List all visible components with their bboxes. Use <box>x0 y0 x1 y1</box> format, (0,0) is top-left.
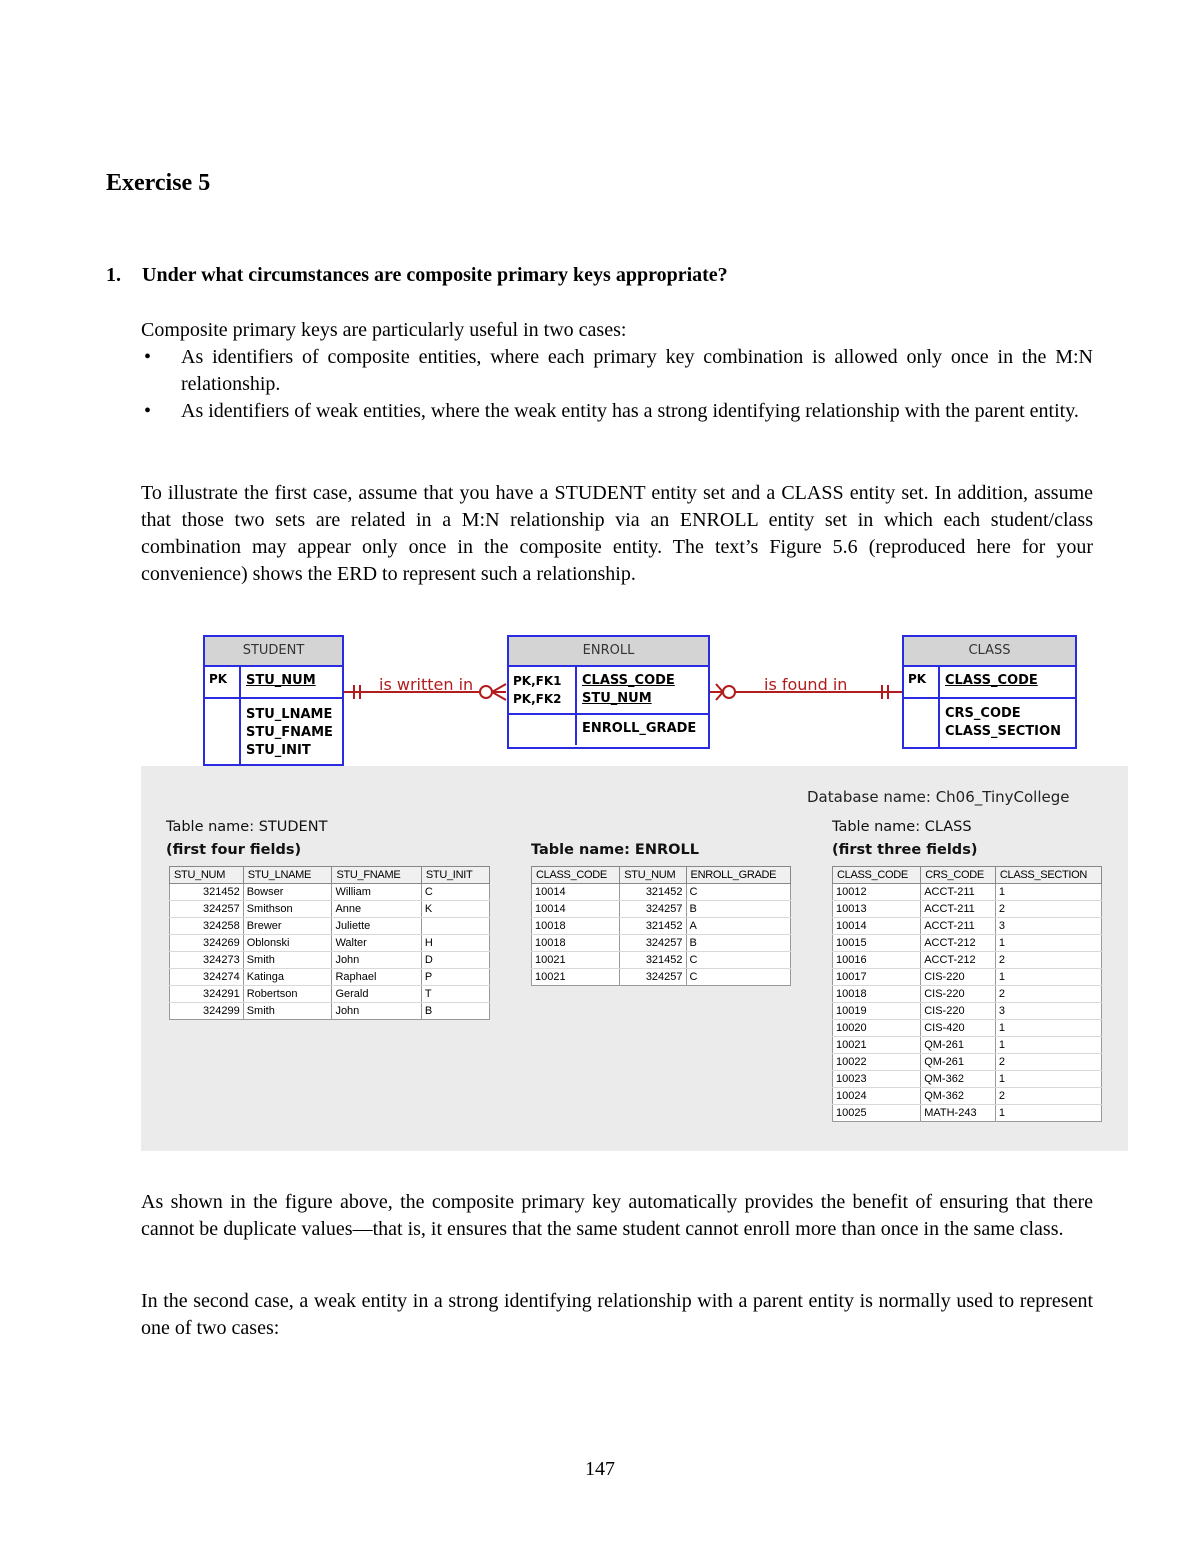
table-cell: 10017 <box>833 969 921 986</box>
table-cell: 10024 <box>833 1088 921 1105</box>
attribute: ENROLL_GRADE <box>582 721 697 736</box>
zero-mark-icon <box>480 686 492 698</box>
table-cell: Smithson <box>243 901 332 918</box>
table-cell: 10014 <box>532 884 620 901</box>
table-row <box>170 884 490 901</box>
table-cell: ACCT-212 <box>921 935 996 952</box>
entity-class <box>902 635 1077 749</box>
table-row <box>833 884 1102 901</box>
key-attribute: CLASS_CODE <box>945 673 1038 688</box>
table-row <box>833 1105 1102 1122</box>
crowfoot-icon <box>492 684 506 692</box>
table-cell: 10019 <box>833 1003 921 1020</box>
table-cell: 2 <box>995 901 1101 918</box>
zero-mark-icon <box>723 686 735 698</box>
entity-key-row <box>904 667 1075 699</box>
table-header-row <box>170 867 490 884</box>
pk-spacer <box>509 715 577 745</box>
table-cell: Katinga <box>243 969 332 986</box>
table-cell: 10013 <box>833 901 921 918</box>
table-cell: C <box>686 952 790 969</box>
table-cell: 1 <box>995 1105 1101 1122</box>
table-cell: 10018 <box>833 986 921 1003</box>
entity-key-cols <box>940 667 1075 697</box>
table-cell: 1 <box>995 1071 1101 1088</box>
table-cell: 2 <box>995 1088 1101 1105</box>
entity-title: ENROLL <box>509 637 708 667</box>
question-number: 1. <box>106 264 121 286</box>
key-attribute: CLASS_CODE <box>582 673 675 688</box>
table-row <box>170 1003 490 1020</box>
column-header: CLASS_CODE <box>833 867 921 884</box>
table-row <box>532 884 791 901</box>
table-cell: 10021 <box>833 1037 921 1054</box>
column-header: STU_LNAME <box>243 867 332 884</box>
table-row <box>170 969 490 986</box>
table-row <box>833 1088 1102 1105</box>
table-cell: 2 <box>995 952 1101 969</box>
table-row <box>170 901 490 918</box>
table-cell: T <box>421 986 489 1003</box>
table-cell: 321452 <box>620 918 686 935</box>
table-header-row <box>833 867 1102 884</box>
table-cell <box>421 918 489 935</box>
table-cell: 324299 <box>170 1003 244 1020</box>
entity-student <box>203 635 344 766</box>
column-header: CLASS_CODE <box>532 867 620 884</box>
column-header: CLASS_SECTION <box>995 867 1101 884</box>
bullet-text: As identifiers of composite entities, where each primary key combination is allowed only once in the M:N relationship. <box>181 346 1093 395</box>
column-header: CRS_CODE <box>921 867 996 884</box>
table-cell: 2 <box>995 986 1101 1003</box>
table-cell: 3 <box>995 918 1101 935</box>
table-row <box>833 1071 1102 1088</box>
table-cell: 324257 <box>170 901 244 918</box>
question-1 <box>106 264 728 287</box>
table-cell: K <box>421 901 489 918</box>
bullet-icon: • <box>144 400 152 422</box>
relationship-label-found: is found in <box>764 675 848 694</box>
table-cell: William <box>332 884 421 901</box>
table-cell: ACCT-211 <box>921 884 996 901</box>
entity-attr-row <box>205 699 342 764</box>
table-cell: 10018 <box>532 918 620 935</box>
table-cell: QM-362 <box>921 1088 996 1105</box>
table-row <box>532 918 791 935</box>
student-table-caption <box>166 816 327 862</box>
table-name: Table name: ENROLL <box>531 842 699 858</box>
table-row <box>833 969 1102 986</box>
entity-attr-cols <box>577 715 708 745</box>
bullet-list <box>141 344 1093 425</box>
table-row <box>833 1003 1102 1020</box>
class-table <box>832 866 1102 1122</box>
table-row <box>833 986 1102 1003</box>
table-cell: QM-261 <box>921 1037 996 1054</box>
table-row <box>833 1037 1102 1054</box>
table-cell: 10018 <box>532 935 620 952</box>
table-cell: 321452 <box>620 952 686 969</box>
column-header: STU_NUM <box>620 867 686 884</box>
table-note: (first three fields) <box>832 842 978 858</box>
bullet-icon: • <box>144 346 152 368</box>
table-cell: John <box>332 952 421 969</box>
column-header: STU_NUM <box>170 867 244 884</box>
table-row <box>532 969 791 986</box>
table-cell: 10021 <box>532 969 620 986</box>
table-cell: D <box>421 952 489 969</box>
intro-paragraph: Composite primary keys are particularly useful in two cases: <box>141 319 627 341</box>
database-name: Database name: Ch06_TinyCollege <box>807 788 1070 806</box>
page-number: 147 <box>585 1458 615 1480</box>
table-cell: ACCT-211 <box>921 918 996 935</box>
table-cell: ACCT-212 <box>921 952 996 969</box>
table-note: (first four fields) <box>166 842 302 858</box>
pk-spacer <box>205 699 241 764</box>
table-cell: 324258 <box>170 918 244 935</box>
table-cell: 10025 <box>833 1105 921 1122</box>
table-row <box>170 935 490 952</box>
table-row <box>833 952 1102 969</box>
table-cell: Gerald <box>332 986 421 1003</box>
table-cell: QM-362 <box>921 1071 996 1088</box>
table-cell: 324257 <box>620 901 686 918</box>
table-cell: 1 <box>995 969 1101 986</box>
table-row <box>532 952 791 969</box>
table-cell: C <box>686 884 790 901</box>
shown-paragraph: As shown in the figure above, the composite primary key automatically provides the benefit of ensuring that there cannot be duplicate values—that is, it ensures that the same student cannot enroll more than once in the same class. <box>141 1191 1093 1240</box>
pk-spacer <box>904 699 940 747</box>
entity-title: STUDENT <box>205 637 342 667</box>
table-name: Table name: CLASS <box>832 819 972 835</box>
table-cell: Anne <box>332 901 421 918</box>
student-table <box>169 866 490 1020</box>
table-cell: 321452 <box>620 884 686 901</box>
list-item <box>141 398 1093 425</box>
table-cell: 10014 <box>532 901 620 918</box>
attribute: STU_LNAME <box>246 707 333 722</box>
table-cell: 1 <box>995 1020 1101 1037</box>
table-cell: Walter <box>332 935 421 952</box>
table-cell: Oblonski <box>243 935 332 952</box>
table-row <box>170 918 490 935</box>
table-cell: Raphael <box>332 969 421 986</box>
table-cell: CIS-220 <box>921 986 996 1003</box>
class-table-caption <box>832 816 977 862</box>
table-cell: 10014 <box>833 918 921 935</box>
table-cell: 10012 <box>833 884 921 901</box>
table-row <box>170 986 490 1003</box>
attribute: STU_INIT <box>246 743 311 758</box>
question-text: Under what circumstances are composite primary keys appropriate? <box>142 264 728 286</box>
table-cell: 1 <box>995 1037 1101 1054</box>
table-cell: 324273 <box>170 952 244 969</box>
bullet-text: As identifiers of weak entities, where the weak entity has a strong identifying relationship with the parent entity. <box>181 400 1079 422</box>
key-attribute: STU_NUM <box>582 691 652 706</box>
entity-attr-row <box>904 699 1075 747</box>
crowfoot-icon <box>492 692 506 700</box>
table-cell: 3 <box>995 1003 1101 1020</box>
table-cell: B <box>421 1003 489 1020</box>
table-row <box>833 901 1102 918</box>
table-cell: Bowser <box>243 884 332 901</box>
table-cell: CIS-420 <box>921 1020 996 1037</box>
table-cell: Smith <box>243 1003 332 1020</box>
table-cell: 324291 <box>170 986 244 1003</box>
entity-title: CLASS <box>904 637 1075 667</box>
table-cell: 10020 <box>833 1020 921 1037</box>
column-header: STU_INIT <box>421 867 489 884</box>
pk-label: PK,FK2 <box>513 692 562 706</box>
attribute: CRS_CODE <box>945 706 1021 721</box>
table-cell: Juliette <box>332 918 421 935</box>
entity-attr-cols <box>940 699 1075 747</box>
table-cell: 2 <box>995 1054 1101 1071</box>
table-cell: A <box>686 918 790 935</box>
entity-attr-row <box>509 715 708 745</box>
entity-key-cols <box>241 667 342 697</box>
table-cell: 324257 <box>620 969 686 986</box>
table-cell: QM-261 <box>921 1054 996 1071</box>
table-cell: 324269 <box>170 935 244 952</box>
entity-key-row <box>205 667 342 699</box>
table-cell: MATH-243 <box>921 1105 996 1122</box>
entity-key-row <box>509 667 708 715</box>
table-cell: 10015 <box>833 935 921 952</box>
enroll-table-caption <box>531 839 699 862</box>
table-row <box>170 952 490 969</box>
table-row <box>833 918 1102 935</box>
table-header-row <box>532 867 791 884</box>
table-cell: 1 <box>995 935 1101 952</box>
key-attribute: STU_NUM <box>246 673 316 688</box>
entity-key-cols <box>577 667 708 713</box>
enroll-table <box>531 866 791 986</box>
pk-label: PK <box>205 667 241 697</box>
table-cell: 1 <box>995 884 1101 901</box>
pk-labels <box>509 667 577 713</box>
table-cell: 321452 <box>170 884 244 901</box>
table-cell: Smith <box>243 952 332 969</box>
table-row <box>532 901 791 918</box>
table-cell: 10016 <box>833 952 921 969</box>
table-cell: CIS-220 <box>921 1003 996 1020</box>
table-cell: 324274 <box>170 969 244 986</box>
table-cell: ACCT-211 <box>921 901 996 918</box>
table-row <box>833 935 1102 952</box>
column-header: ENROLL_GRADE <box>686 867 790 884</box>
attribute: STU_FNAME <box>246 725 333 740</box>
illustrate-paragraph: To illustrate the first case, assume that you have a STUDENT entity set and a CLASS entity set. In addition, assume that those two sets are related in a M:N relationship via an ENROLL entity set in which each student/class combination may appear only once in the composite entity. The text’s Figure 5.6 (reproduced here for your convenience) shows the ERD to represent such a relationship. <box>141 482 1093 585</box>
table-cell: 10022 <box>833 1054 921 1071</box>
exercise-heading: Exercise 5 <box>106 170 211 196</box>
figure-erd <box>141 614 1128 1151</box>
pk-label: PK,FK1 <box>513 674 562 688</box>
attribute: CLASS_SECTION <box>945 724 1061 739</box>
table-cell: P <box>421 969 489 986</box>
column-header: STU_FNAME <box>332 867 421 884</box>
crowfoot-icon <box>716 684 723 692</box>
table-cell: C <box>686 969 790 986</box>
table-row <box>833 1020 1102 1037</box>
table-name: Table name: STUDENT <box>166 819 328 835</box>
entity-enroll <box>507 635 710 749</box>
list-item <box>141 344 1093 398</box>
table-cell: H <box>421 935 489 952</box>
pk-label: PK <box>904 667 940 697</box>
table-cell: John <box>332 1003 421 1020</box>
table-row <box>833 1054 1102 1071</box>
table-cell: 10021 <box>532 952 620 969</box>
second-case-paragraph: In the second case, a weak entity in a strong identifying relationship with a parent entity is normally used to represent one of two cases: <box>141 1290 1093 1339</box>
table-cell: Brewer <box>243 918 332 935</box>
table-cell: C <box>421 884 489 901</box>
table-cell: 10023 <box>833 1071 921 1088</box>
table-cell: Robertson <box>243 986 332 1003</box>
relationship-label-written: is written in <box>379 675 474 694</box>
entity-attr-cols <box>241 699 342 764</box>
table-cell: 324257 <box>620 935 686 952</box>
table-row <box>532 935 791 952</box>
table-cell: B <box>686 901 790 918</box>
table-cell: CIS-220 <box>921 969 996 986</box>
table-cell: B <box>686 935 790 952</box>
crowfoot-icon <box>716 692 723 700</box>
